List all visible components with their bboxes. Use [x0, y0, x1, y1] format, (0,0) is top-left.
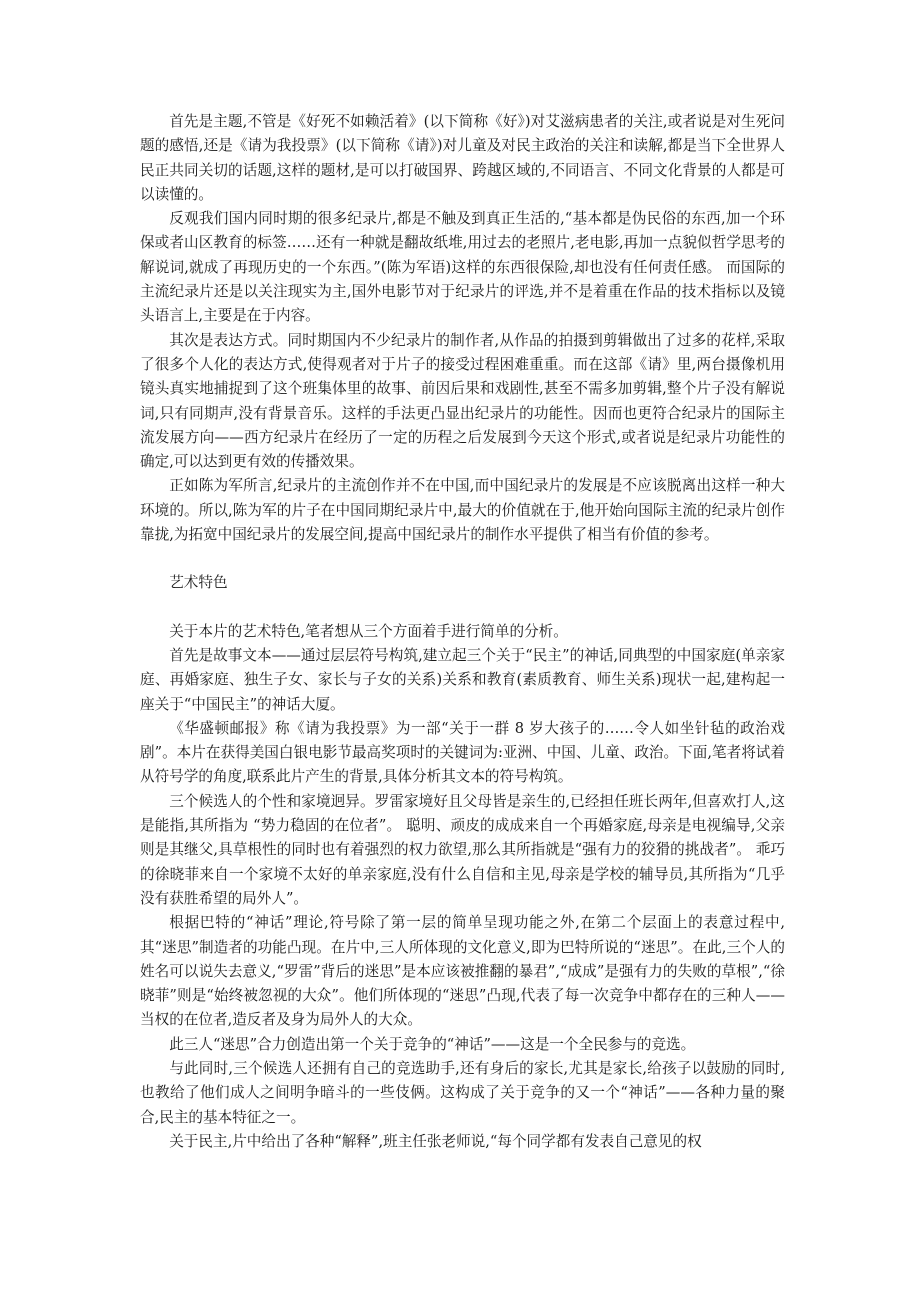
body-paragraph: 三个候选人的个性和家境迥异。罗雷家境好且父母皆是亲生的,已经担任班长两年,但喜欢打人,这是能指,其所指为 “势力稳固的在位者”。 聪明、顽皮的成成来自一个再婚家庭,母亲是电视编导,父亲则是其继父,具草根性的同时也有着强烈的权力欲望,那么其所指就是“强有力的狡猾的挑战者”。 乖巧的徐晓菲来自一个家境不太好的单亲家庭,没有什么自信和主见,母亲是学校的辅导员,其所指为“几乎没有获胜希望的局外人”。: [140, 792, 785, 907]
body-paragraph: 反观我们国内同时期的很多纪录片,都是不触及到真正生活的,“基本都是伪民俗的东西,加一个环保或者山区教育的标签……还有一种就是翻故纸堆,用过去的老照片,老电影,再加一点貌似哲学思考的解说词,就成了再现历史的一个东西。”(陈为军语)这样的东西很保险,却也没有任何责任感。 而国际的主流纪录片还是以关注现实为主,国外电影节对于纪录片的评选,并不是着重在作品的技术指标以及镜头语言上,主要是在于内容。: [140, 210, 785, 325]
body-paragraph: 首先是故事文本——通过层层符号构筑,建立起三个关于“民主”的神话,同典型的中国家庭(单亲家庭、再婚家庭、独生子女、家长与子女的关系)关系和教育(素质教育、师生关系)现状一起,建构起一座关于“中国民主”的神话大厦。: [140, 646, 785, 713]
spacer: [140, 547, 785, 571]
body-paragraph: 《华盛顿邮报》称《请为我投票》为一部“关于一群 8 岁大孩子的……令人如坐针毡的政治戏剧”。本片在获得美国白银电影节最高奖项时的关键词为:亚洲、中国、儿童、政治。下面,笔者将试着从符号学的角度,联系此片产生的背景,具体分析其文本的符号构筑。: [140, 719, 785, 786]
body-paragraph: 首先是主题,不管是《好死不如赖活着》(以下简称《好》)对艾滋病患者的关注,或者说是对生死问题的感悟,还是《请为我投票》(以下简称《请》)对儿童及对民主政治的关注和读解,都是当下全世界人民正共同关切的话题,这样的题材,是可以打破国界、跨越区域的,不同语言、不同文化背景的人都是可以读懂的。: [140, 113, 785, 203]
body-paragraph: 其次是表达方式。同时期国内不少纪录片的制作者,从作品的拍摄到剪辑做出了过多的花样,采取了很多个人化的表达方式,使得观者对于片子的接受过程困难重重。而在这部《请》里,两台摄像机用镜头真实地捕捉到了这个班集体里的故事、前因后果和戏剧性,甚至不需多加剪辑,整个片子没有解说词,只有同期声,没有背景音乐。这样的手法更凸显出纪录片的功能性。因而也更符合纪录片的国际主流发展方向——西方纪录片在经历了一定的历程之后发展到今天这个形式,或者说是纪录片功能性的确定,可以达到更有效的传播效果。: [140, 331, 785, 471]
body-paragraph: 关于民主,片中给出了各种“解释”,班主任张老师说,“每个同学都有发表自己意见的权: [169, 1132, 702, 1150]
section-heading: 艺术特色: [169, 574, 228, 592]
body-paragraph: 此三人“迷思”合力创造出第一个关于竞争的“神话”——这是一个全民参与的竞选。: [169, 1035, 696, 1053]
body-paragraph: 正如陈为军所言,纪录片的主流创作并不在中国,而中国纪录片的发展是不应该脱离出这样一种大环境的。所以,陈为军的片子在中国同期纪录片中,最大的价值就在于,他开始向国际主流的纪录片创作靠拢,为拓宽中国纪录片的发展空间,提高中国纪录片的制作水平提供了相当有价值的参考。: [140, 477, 785, 544]
body-paragraph: 关于本片的艺术特色,笔者想从三个方面着手进行简单的分析。: [169, 622, 568, 640]
body-paragraph: 与此同时,三个候选人还拥有自己的竞选助手,还有身后的家长,尤其是家长,给孩子以鼓励的同时,也教给了他们成人之间明争暗斗的一些伎俩。这构成了关于竞争的又一个“神话”——各种力量的聚合,民主的基本特征之一。: [140, 1059, 785, 1126]
spacer: [140, 596, 785, 620]
document-page: [140, 110, 785, 1154]
body-paragraph: 根据巴特的“神话”理论,符号除了第一层的简单呈现功能之外,在第二个层面上的表意过程中,其“迷思”制造者的功能凸现。在片中,三人所体现的文化意义,即为巴特所说的“迷思”。在此,三个人的姓名可以说失去意义,“罗雷”背后的迷思”是本应该被推翻的暴君”,“成成”是强有力的失败的草根”,“徐晓菲”则是“始终被忽视的大众”。他们所体现的“迷思”凸现,代表了每一次竞争中都存在的三种人——当权的在位者,造反者及身为局外人的大众。: [140, 914, 785, 1029]
